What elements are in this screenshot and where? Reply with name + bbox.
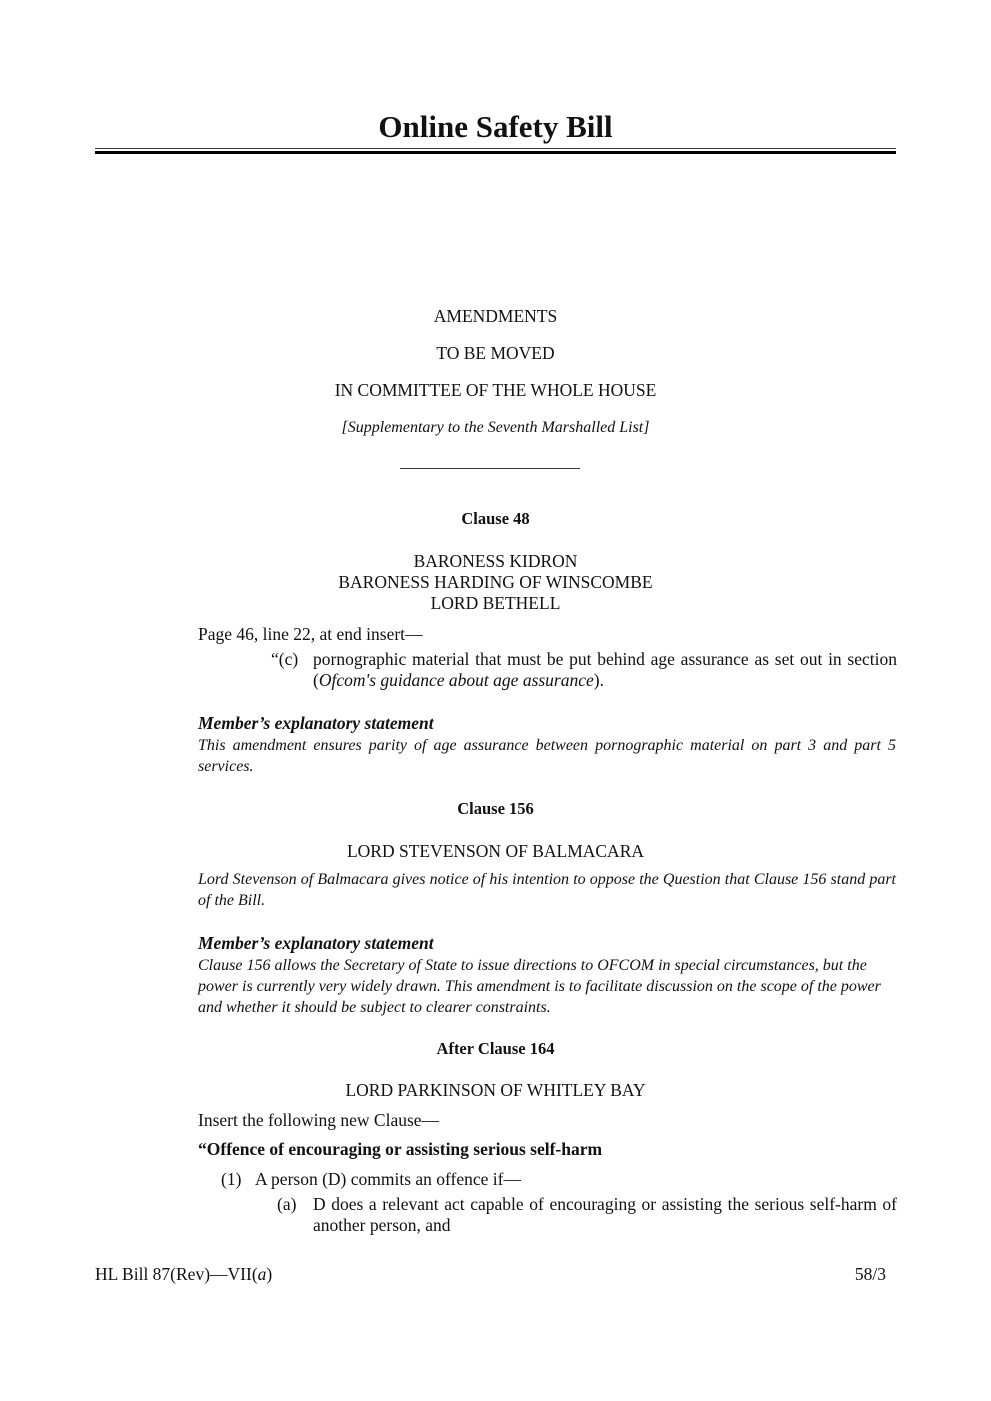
explanatory-statement: Clause 156 allows the Secretary of State to issue directions to OFCOM in special circumstances, but the power is currently very widely drawn. This amendment is to facilitate discussion on the scope of the power and whether it should be subject to clearer constraints. xyxy=(198,957,881,1016)
statement-heading: Member’s explanatory statement xyxy=(198,933,434,953)
amendment-instruction: Page 46, line 22, at end insert— xyxy=(198,624,423,644)
explanatory-statement: This amendment ensures parity of age assurance between pornographic material on part 3 and part 5 services. xyxy=(198,737,896,775)
amendment-text xyxy=(313,649,897,691)
supplementary-note: [Supplementary to the Seventh Marshalled List] xyxy=(341,419,650,436)
member-name: LORD PARKINSON OF WHITLEY BAY xyxy=(345,1080,646,1100)
new-clause-title: “Offence of encouraging or assisting serious self-harm xyxy=(198,1139,603,1159)
item-label: “(c) xyxy=(271,649,299,669)
paragraph-label: (a) xyxy=(277,1194,297,1214)
page-reference: 58/3 xyxy=(854,1264,886,1284)
paragraph-text: D does a relevant act capable of encouraging or assisting the serious self-harm of another person, and xyxy=(313,1194,897,1235)
member-name: BARONESS KIDRON xyxy=(413,551,578,571)
section-divider xyxy=(400,468,580,469)
member-name: LORD BETHELL xyxy=(430,593,561,613)
bill-ref-text: HL Bill 87(Rev)—VII( xyxy=(95,1264,258,1284)
bill-ref-end: ) xyxy=(266,1264,273,1284)
committee-heading: IN COMMITTEE OF THE WHOLE HOUSE xyxy=(334,380,657,400)
clause-heading: After Clause 164 xyxy=(436,1039,555,1058)
title-rule-thin xyxy=(95,148,896,149)
member-name: LORD STEVENSON OF BALMACARA xyxy=(346,841,645,861)
subsection-label: (1) xyxy=(221,1169,242,1189)
subsection-text: A person (D) commits an offence if— xyxy=(255,1169,521,1189)
amendments-heading: AMENDMENTS xyxy=(433,306,558,326)
clause-heading: Clause 156 xyxy=(457,799,534,818)
member-name: BARONESS HARDING OF WINSCOMBE xyxy=(338,572,653,592)
item-text: pornographic material that must be put behind age assurance as set out in section ( xyxy=(313,649,897,690)
item-end: ). xyxy=(593,670,604,690)
title-rule-thick xyxy=(95,151,896,154)
bill-ref-italic: a xyxy=(257,1264,267,1284)
item-italic: Ofcom's guidance about age assurance xyxy=(318,670,594,690)
bill-reference xyxy=(95,1264,272,1285)
to-be-moved-heading: TO BE MOVED xyxy=(436,343,555,363)
statement-heading: Member’s explanatory statement xyxy=(198,713,434,733)
amendment-instruction: Insert the following new Clause— xyxy=(198,1110,440,1130)
document-title: Online Safety Bill xyxy=(378,109,613,144)
clause-heading: Clause 48 xyxy=(461,509,530,528)
opposition-notice: Lord Stevenson of Balmacara gives notice of his intention to oppose the Question that Clause 156 stand part of the Bill. xyxy=(198,871,896,909)
